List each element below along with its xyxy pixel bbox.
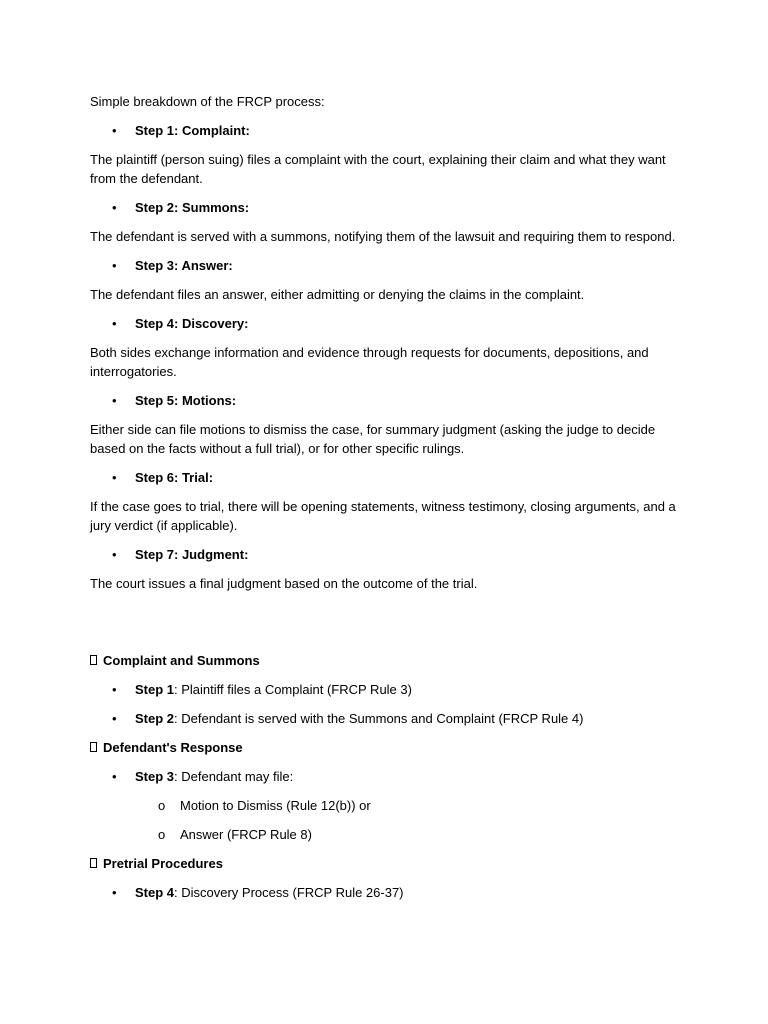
bullet-icon: • (112, 123, 117, 138)
sub-list-item: o Motion to Dismiss (Rule 12(b)) or (158, 798, 371, 813)
section-heading-pretrial-procedures: Pretrial Procedures (90, 854, 690, 873)
step-3-text: The defendant files an answer, either admitting or denying the claims in the complaint. (90, 287, 585, 302)
step-3-title: • Step 3: Answer: (112, 258, 233, 273)
section-spacer (90, 603, 690, 651)
bullet-icon: • (112, 258, 117, 273)
list-item: • Step 2: Defendant is served with the Summons and Complaint (FRCP Rule 4) (112, 711, 584, 726)
bullet-icon: • (112, 682, 117, 697)
bullet-icon: • (112, 885, 117, 900)
sub-bullet-icon: o (158, 798, 166, 813)
sub-list-item: o Answer (FRCP Rule 8) (158, 827, 312, 842)
missing-glyph-icon (90, 655, 97, 665)
bullet-icon: • (112, 470, 117, 485)
bullet-icon: • (112, 316, 117, 331)
step-6-title: • Step 6: Trial: (112, 470, 214, 485)
bullet-icon: • (112, 393, 117, 408)
step-4-text: Both sides exchange information and evidence through requests for documents, depositions, and interrogatories. (90, 345, 649, 379)
step-1-title: • Step 1: Complaint: (112, 123, 250, 138)
list-item: • Step 4: Discovery Process (FRCP Rule 26-37) (112, 885, 404, 900)
intro-text: Simple breakdown of the FRCP process: (90, 94, 325, 109)
missing-glyph-icon (90, 742, 97, 752)
step-7-text: The court issues a final judgment based on the outcome of the trial. (90, 576, 478, 591)
step-5-text: Either side can file motions to dismiss the case, for summary judgment (asking the judge to decide based on the facts without a full trial), or for other specific rulings. (90, 422, 656, 456)
sub-bullet-icon: o (158, 827, 166, 842)
bullet-icon: • (112, 200, 117, 215)
step-2-text: The defendant is served with a summons, notifying them of the lawsuit and requiring them to respond. (90, 229, 676, 244)
missing-glyph-icon (90, 858, 97, 868)
section-heading-complaint-summons: Complaint and Summons (90, 651, 690, 670)
step-5-title: • Step 5: Motions: (112, 393, 237, 408)
step-6-text: If the case goes to trial, there will be opening statements, witness testimony, closing arguments, and a jury verdict (if applicable). (90, 499, 676, 533)
document-content (90, 92, 690, 912)
bullet-icon: • (112, 711, 117, 726)
step-7-title: • Step 7: Judgment: (112, 547, 249, 562)
list-item: • Step 1: Plaintiff files a Complaint (FRCP Rule 3) (112, 682, 412, 697)
bullet-icon: • (112, 547, 117, 562)
step-2-title: • Step 2: Summons: (112, 200, 250, 215)
list-item: • Step 3: Defendant may file: (112, 769, 294, 784)
section-heading-defendants-response: Defendant's Response (90, 738, 690, 757)
step-1-text: The plaintiff (person suing) files a complaint with the court, explaining their claim and what they want from the defendant. (90, 152, 666, 186)
step-4-title: • Step 4: Discovery: (112, 316, 249, 331)
bullet-icon: • (112, 769, 117, 784)
